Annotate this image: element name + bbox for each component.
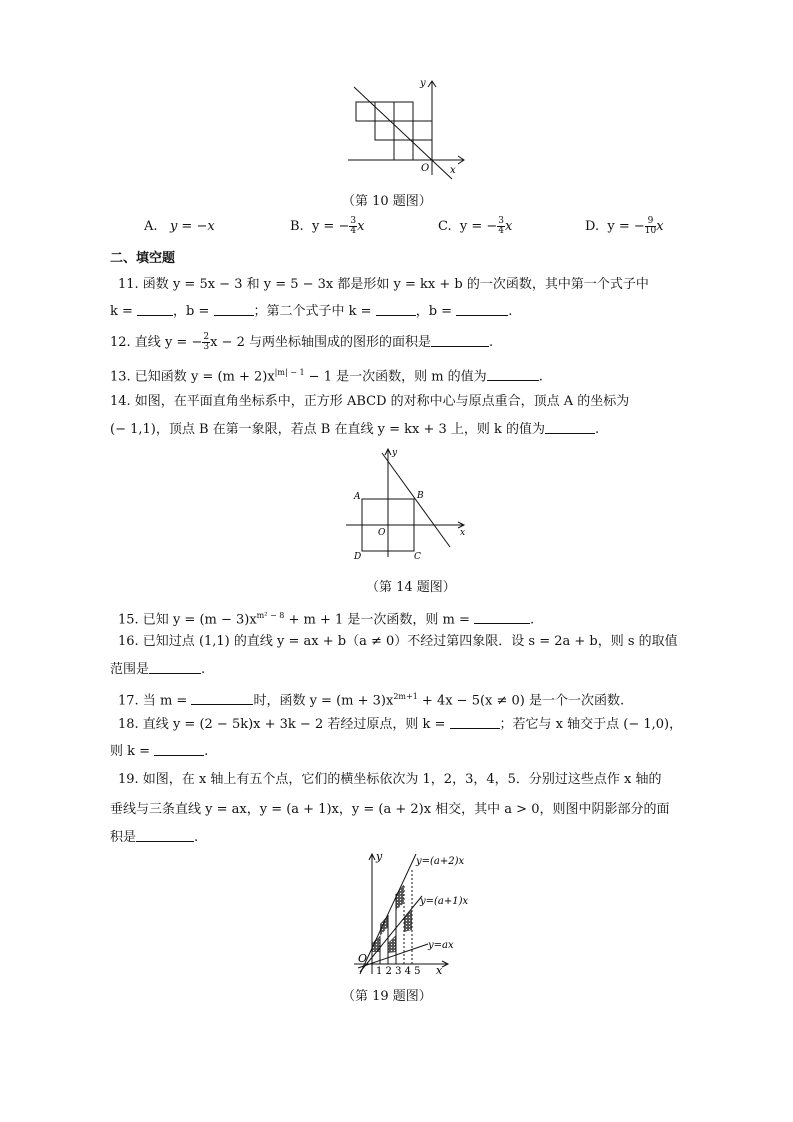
option-b-pre: y = − [311,219,350,234]
q19-line2: 垂线与三条直线 y = ax，y = (a + 1)x，y = (a + 2)x 相交，其中 a > 0，则图中阴影部分的面 [110,802,670,817]
q12-fraction: $\frac{2}{3}$ [203,332,210,352]
q18-blank-2[interactable] [154,743,204,756]
fig14-B: B [417,491,424,501]
q13-blank[interactable] [487,368,539,381]
q15-blank[interactable] [474,611,530,624]
fig19-origin: O [358,952,368,965]
q11-line2: k = ，b = ；第二个式子中 k = ，b = . [110,304,513,319]
fig14-C: C [414,552,421,562]
figure-14 [340,445,470,565]
q11-blank-b1[interactable] [214,303,254,316]
fig14-O: O [378,528,386,538]
option-a [144,219,215,234]
q18-blank-1[interactable] [450,716,500,729]
figure-10 [340,75,470,183]
option-c-fraction: $\frac{3}{4}$ [498,216,505,236]
option-b-fraction: $\frac{3}{4}$ [350,216,357,236]
fig19-line-a2: y=(a+2)x [416,856,465,867]
q15: 15. 已知 $y = (m - 3)x^{m^2 - 8} + m + 1$ 是一次函数，则 m = . [118,611,535,628]
q13: 13. 已知函数 $y = (m + 2)x^{|m| - 1} - 1$ 是一次函数，则 m 的值为 . [110,368,543,385]
q14-line2: (− 1,1)，顶点 B 在第一象限，若点 B 在直线 y = kx + 3 上，则 k 的值为 . [110,422,600,437]
option-d-post: x [656,219,664,234]
option-c-post: x [505,219,513,234]
q17: 17. 当 m = 时，函数 $y = (m + 3)x^{2m+1} + 4x - 5(x \ne 0)$ 是一个一次函数. [118,692,625,709]
fig19-ticks: 1 2 3 4 5 [376,966,421,975]
option-b-post: x [357,219,365,234]
option-c-letter: C. [438,219,452,234]
fig19-line-a: y=ax [428,940,454,951]
q19-line1: 19. 如图，在 x 轴上有五个点，它们的横坐标依次为 1，2，3，4，5．分别过这些点作 x 轴的 [118,772,662,787]
q11-blank-b2[interactable] [456,303,508,316]
option-c-pre: y = − [459,219,498,234]
q19-blank[interactable] [136,829,194,842]
q11-blank-k1[interactable] [137,303,173,316]
q19-line3: 积是 . [110,830,199,845]
q18-line1: 18. 直线 y = (2 − 5k)x + 3k − 2 若经过原点，则 k = ；若它与 x 轴交于点 (− 1,0)， [118,717,683,732]
fig19-y: y [376,850,383,863]
fig10-caption: （第 10 题图） [342,194,432,209]
fig14-caption: （第 14 题图） [366,580,456,595]
fig19-caption: （第 19 题图） [342,989,432,1004]
q12-blank[interactable] [431,334,489,347]
q16-line2: 范围是 . [110,662,206,677]
option-d-letter: D. [585,219,600,234]
fig14-A: A [354,492,361,502]
option-d-pre: y = − [607,219,645,234]
q16-line1: 16. 已知过点 (1,1) 的直线 y = ax + b（a ≠ 0）不经过第四象限．设 s = 2a + b，则 s 的取值 [118,634,678,649]
q12: 12. 直线 y = − $\frac{2}{3}$ x − 2 与两坐标轴围成的图形的面积是 . [110,332,494,352]
option-c [438,217,512,236]
fig10-origin-label: O [421,163,430,174]
q17-blank[interactable] [191,692,253,705]
fig10-y-label: y [420,78,426,89]
q11-blank-k2[interactable] [376,303,416,316]
section-title: 二、填空题 [110,251,176,266]
option-d-fraction: $\frac{9}{10}$ [644,216,657,236]
q16-blank[interactable] [149,661,201,674]
fig10-x-label: x [450,165,456,176]
figure-19 [336,850,486,975]
fig14-D: D [354,552,362,562]
q18-line2: 则 k = . [110,744,209,759]
q14-blank[interactable] [545,421,595,434]
q11-line1: 11. 函数 y = 5x − 3 和 y = 5 − 3x 都是形如 y = kx + b 的一次函数，其中第一个式子中 [118,277,649,292]
option-a-expr: y = −x [169,219,215,234]
option-a-letter: A. [144,219,158,234]
option-b-letter: B. [290,219,304,234]
fig14-y: y [392,448,398,458]
fig19-x: x [436,964,443,975]
fig19-line-a1: y=(a+1)x [420,896,469,907]
option-b [290,217,364,236]
q14-line1: 14. 如图，在平面直角坐标系中，正方形 ABCD 的对称中心与原点重合，顶点 A 的坐标为 [110,394,630,409]
fig14-x: x [460,528,466,538]
option-d [585,217,664,236]
